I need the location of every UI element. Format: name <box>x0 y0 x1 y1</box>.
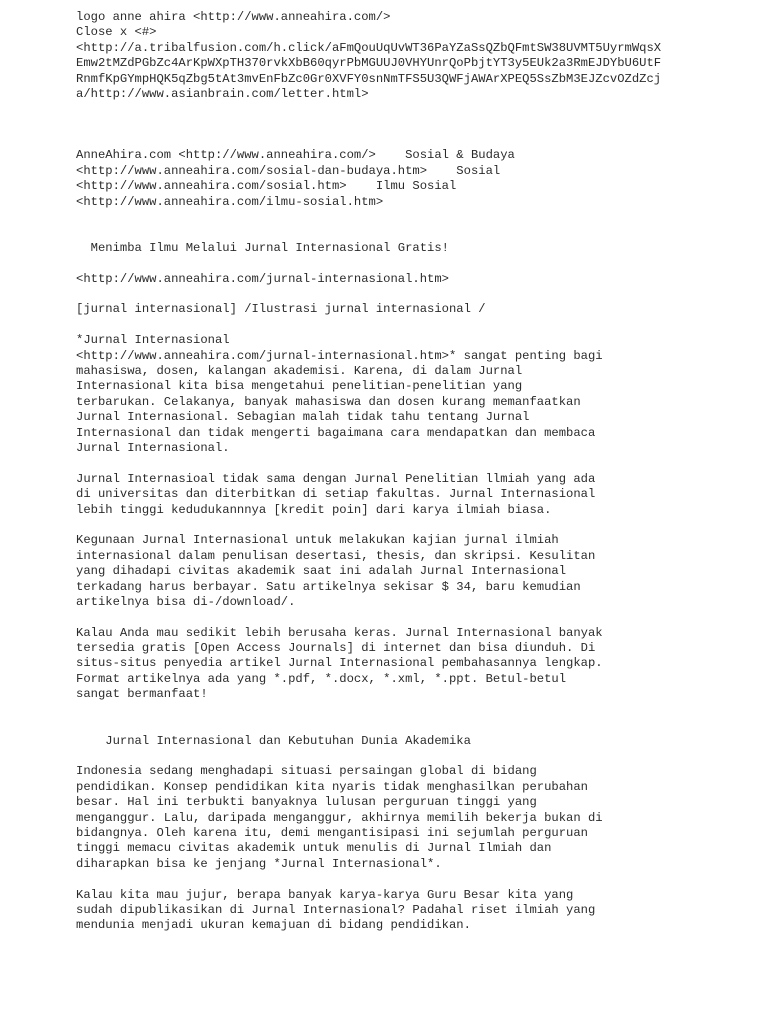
spacer <box>76 256 756 271</box>
section-heading: Jurnal Internasional dan Kebutuhan Dunia Akademika <box>76 733 471 748</box>
header-block <box>76 10 756 102</box>
breadcrumb-line[interactable]: <http://www.anneahira.com/sosial-dan-budaya.htm> Sosial <box>76 163 501 178</box>
paragraph-line: Internasional kita bisa mengetahui penelitian-penelitian yang <box>76 379 523 394</box>
paragraph-line: Kegunaan Jurnal Internasional untuk melakukan kajian jurnal ilmiah <box>76 533 559 548</box>
paragraph-line: artikelnya bisa di-/download/. <box>76 594 296 609</box>
paragraph-line: mendunia menjadi ukuran kemajuan di bidang pendidikan. <box>76 918 471 933</box>
spacer <box>76 287 756 302</box>
image-caption: [jurnal internasional] /Ilustrasi jurnal internasional / <box>76 302 486 317</box>
paragraph-line: besar. Hal ini terbukti banyaknya lulusan perguruan tinggi yang <box>76 795 537 810</box>
breadcrumb-line[interactable]: AnneAhira.com <http://www.anneahira.com/> Sosial & Budaya <box>76 148 515 163</box>
paragraph-line: Kalau kita mau jujur, berapa banyak karya-karya Guru Besar kita yang <box>76 887 574 902</box>
spacer <box>76 210 756 241</box>
breadcrumb <box>76 148 756 210</box>
paragraph <box>76 764 756 872</box>
paragraph-line: yang dihadapi civitas akademik saat ini adalah Jurnal Internasional <box>76 564 567 579</box>
paragraph-line: Kalau Anda mau sedikit lebih berusaha keras. Jurnal Internasional banyak <box>76 625 603 640</box>
paragraph-line: tinggi memacu civitas akademik untuk menulis di Jurnal Ilmiah dan <box>76 841 552 856</box>
spacer <box>76 872 756 887</box>
paragraph-line: Jurnal Internasional. Sebagian malah tidak tahu tentang Jurnal <box>76 410 530 425</box>
ad-link-line[interactable]: RnmfKpGYmpHQK5qZbg5tAt3mvEnFbZc0Gr0XVFY0snNmTFS5U3QWFjAWArXPEQ5SsZbM3EJZcvOZdZcj <box>76 71 662 86</box>
paragraph <box>76 472 756 518</box>
close-link[interactable]: Close x <#> <box>76 25 157 40</box>
paragraph-line: sangat bermanfaat! <box>76 687 208 702</box>
article-title-link[interactable]: <http://www.anneahira.com/jurnal-internasional.htm> <box>76 271 449 286</box>
paragraph-line: tersedia gratis [Open Access Journals] di internet dan bisa diunduh. Di <box>76 641 596 656</box>
spacer <box>76 610 756 625</box>
logo-link[interactable]: logo anne ahira <http://www.anneahira.com/> <box>76 10 391 24</box>
article-title: Menimba Ilmu Melalui Jurnal Internasional Gratis! <box>76 240 449 255</box>
paragraph-line: terbarukan. Celakanya, banyak mahasiswa dan dosen kurang memanfaatkan <box>76 394 581 409</box>
spacer <box>76 703 756 734</box>
breadcrumb-line[interactable]: <http://www.anneahira.com/sosial.htm> Ilmu Sosial <box>76 179 457 194</box>
paragraph-line: Jurnal Internasional. <box>76 440 230 455</box>
paragraph <box>76 333 756 456</box>
paragraph <box>76 533 756 610</box>
paragraph-line: menganggur. Lalu, daripada menganggur, akhirnya memilih bekerja bukan di <box>76 810 603 825</box>
paragraph-line[interactable]: *Jurnal Internasional <box>76 333 230 348</box>
spacer <box>76 318 756 333</box>
paragraph-line: pendidikan. Konsep pendidikan kita nyaris tidak menghasilkan perubahan <box>76 779 588 794</box>
paragraph-line: lebih tinggi kedudukannnya [kredit poin] dari karya ilmiah biasa. <box>76 502 552 517</box>
paragraph-line: terkadang harus berbayar. Satu artikelnya sekisar $ 34, baru kemudian <box>76 579 581 594</box>
ad-link-line[interactable]: a/http://www.asianbrain.com/letter.html> <box>76 86 369 101</box>
breadcrumb-line[interactable]: <http://www.anneahira.com/ilmu-sosial.htm> <box>76 194 384 209</box>
paragraph-line: internasional dalam penulisan desertasi, thesis, dan skripsi. Kesulitan <box>76 548 596 563</box>
paragraph <box>76 888 756 934</box>
document-page <box>76 10 756 934</box>
spacer <box>76 749 756 764</box>
ad-link-line[interactable]: Emw2tMZdPGbZc4ArKpWXpTH370rvkXbB60qyrPbMGUUJ0VHYUnrQoPbjtYT3y5EUk2a3RmEJDYbU6UtF <box>76 56 662 71</box>
paragraph-line: mahasiswa, dosen, kalangan akademisi. Karena, di dalam Jurnal <box>76 364 523 379</box>
spacer <box>76 102 756 148</box>
paragraph-line[interactable]: <http://www.anneahira.com/jurnal-internasional.htm>* sangat penting bagi <box>76 348 603 363</box>
paragraph-line: Indonesia sedang menghadapi situasi persaingan global di bidang <box>76 764 537 779</box>
paragraph-line: di universitas dan diterbitkan di setiap fakultas. Jurnal Internasional <box>76 487 596 502</box>
ad-link-line[interactable]: <http://a.tribalfusion.com/h.click/aFmQouUqUvWT36PaYZaSsQZbQFmtSW38UVMT5UyrmWqsX <box>76 40 662 55</box>
spacer <box>76 518 756 533</box>
paragraph-line: Jurnal Internasioal tidak sama dengan Jurnal Penelitian llmiah yang ada <box>76 471 596 486</box>
paragraph-line: Format artikelnya ada yang *.pdf, *.docx, *.xml, *.ppt. Betul-betul <box>76 671 567 686</box>
paragraph-line: situs-situs penyedia artikel Jurnal Internasional pembahasannya lengkap. <box>76 656 603 671</box>
paragraph <box>76 626 756 703</box>
paragraph-line: sudah dipublikasikan di Jurnal Internasional? Padahal riset ilmiah yang <box>76 902 596 917</box>
paragraph-line: Internasional dan tidak mengerti bagaimana cara mendapatkan dan membaca <box>76 425 596 440</box>
spacer <box>76 456 756 471</box>
paragraph-line: diharapkan bisa ke jenjang *Jurnal Internasional*. <box>76 856 442 871</box>
paragraph-line: bidangnya. Oleh karena itu, demi mengantisipasi ini sejumlah perguruan <box>76 825 588 840</box>
